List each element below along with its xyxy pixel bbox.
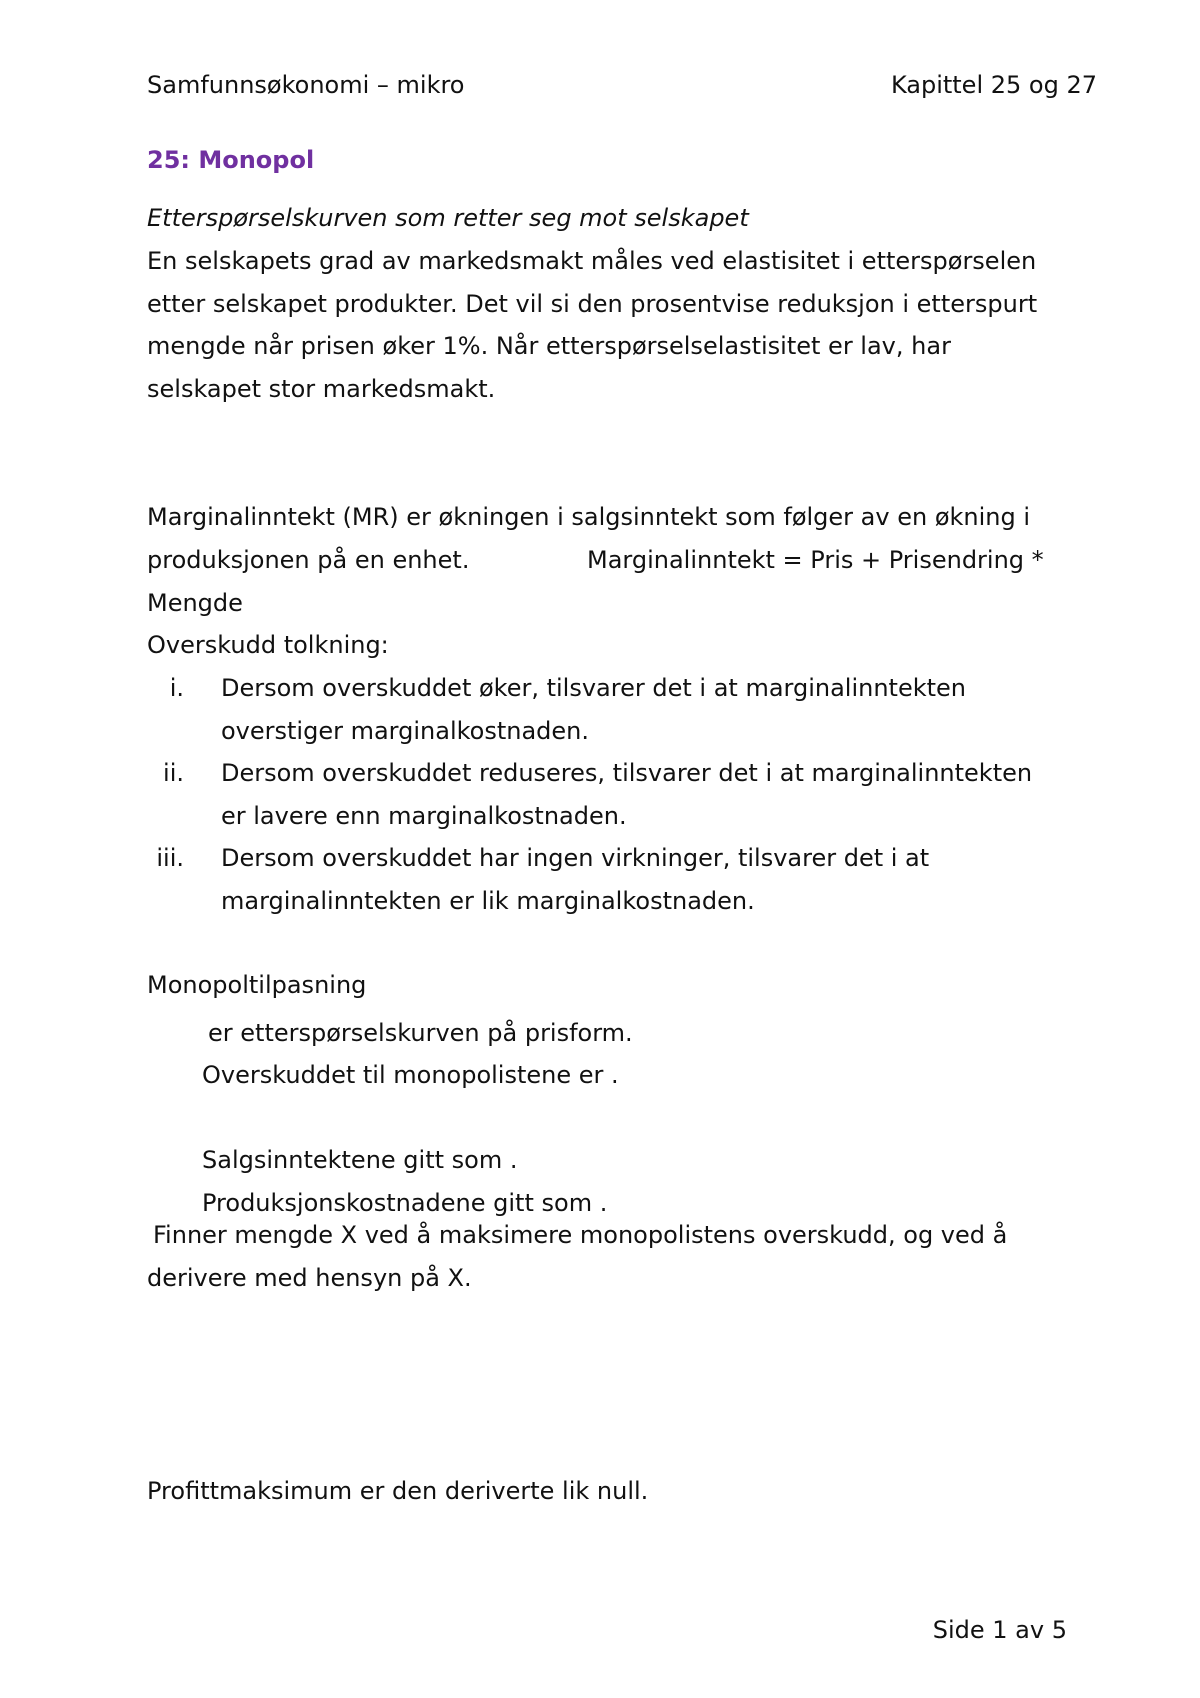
mr-definition-line: produksjonen på en enhet. bbox=[147, 546, 470, 574]
list-item-line: Dersom overskuddet har ingen virkninger, tilsvarer det i at bbox=[221, 844, 930, 872]
interpretation-heading: Overskudd tolkning: bbox=[147, 631, 389, 659]
maximize-line: derivere med hensyn på X. bbox=[147, 1264, 472, 1292]
list-item-line: Dersom overskuddet øker, tilsvarer det i at marginalinntekten bbox=[221, 674, 967, 702]
list-item-line: overstiger marginalkostnaden. bbox=[221, 717, 590, 745]
section-subheading: Etterspørselskurven som retter seg mot selskapet bbox=[147, 204, 749, 232]
list-number: ii. bbox=[163, 759, 184, 787]
cost-line: Produksjonskostnadene gitt som . bbox=[202, 1189, 608, 1217]
header-title: Samfunnsøkonomi – mikro bbox=[147, 71, 465, 99]
paragraph-line: En selskapets grad av markedsmakt måles ved elastisitet i etterspørselen bbox=[147, 247, 1037, 275]
demand-curve-line: er etterspørselskurven på prisform. bbox=[208, 1019, 633, 1047]
section-heading-monopoltilpasning: Monopoltilpasning bbox=[147, 971, 367, 999]
header-chapter: Kapittel 25 og 27 bbox=[890, 71, 1097, 99]
page-number: Side 1 av 5 bbox=[932, 1616, 1067, 1644]
mr-formula-continuation: Mengde bbox=[147, 589, 243, 617]
mr-formula: Marginalinntekt = Pris + Prisendring * bbox=[587, 546, 1044, 574]
profit-maximum-line: Profittmaksimum er den deriverte lik null. bbox=[147, 1477, 649, 1505]
list-item-line: marginalinntekten er lik marginalkostnaden. bbox=[221, 887, 755, 915]
chapter-title: 25: Monopol bbox=[147, 146, 315, 174]
list-number: iii. bbox=[156, 844, 184, 872]
list-item-line: er lavere enn marginalkostnaden. bbox=[221, 802, 627, 830]
profit-line: Overskuddet til monopolistene er . bbox=[202, 1061, 619, 1089]
maximize-line: Finner mengde X ved å maksimere monopolistens overskudd, og ved å bbox=[153, 1221, 1008, 1249]
paragraph-line: etter selskapet produkter. Det vil si den prosentvise reduksjon i etterspurt bbox=[147, 290, 1038, 318]
revenue-line: Salgsinntektene gitt som . bbox=[202, 1146, 518, 1174]
paragraph-line: selskapet stor markedsmakt. bbox=[147, 375, 496, 403]
paragraph-line: mengde når prisen øker 1%. Når etterspørselselastisitet er lav, har bbox=[147, 332, 951, 360]
list-number: i. bbox=[169, 674, 184, 702]
mr-definition-line: Marginalinntekt (MR) er økningen i salgsinntekt som følger av en økning i bbox=[147, 503, 1031, 531]
list-item-line: Dersom overskuddet reduseres, tilsvarer det i at marginalinntekten bbox=[221, 759, 1033, 787]
